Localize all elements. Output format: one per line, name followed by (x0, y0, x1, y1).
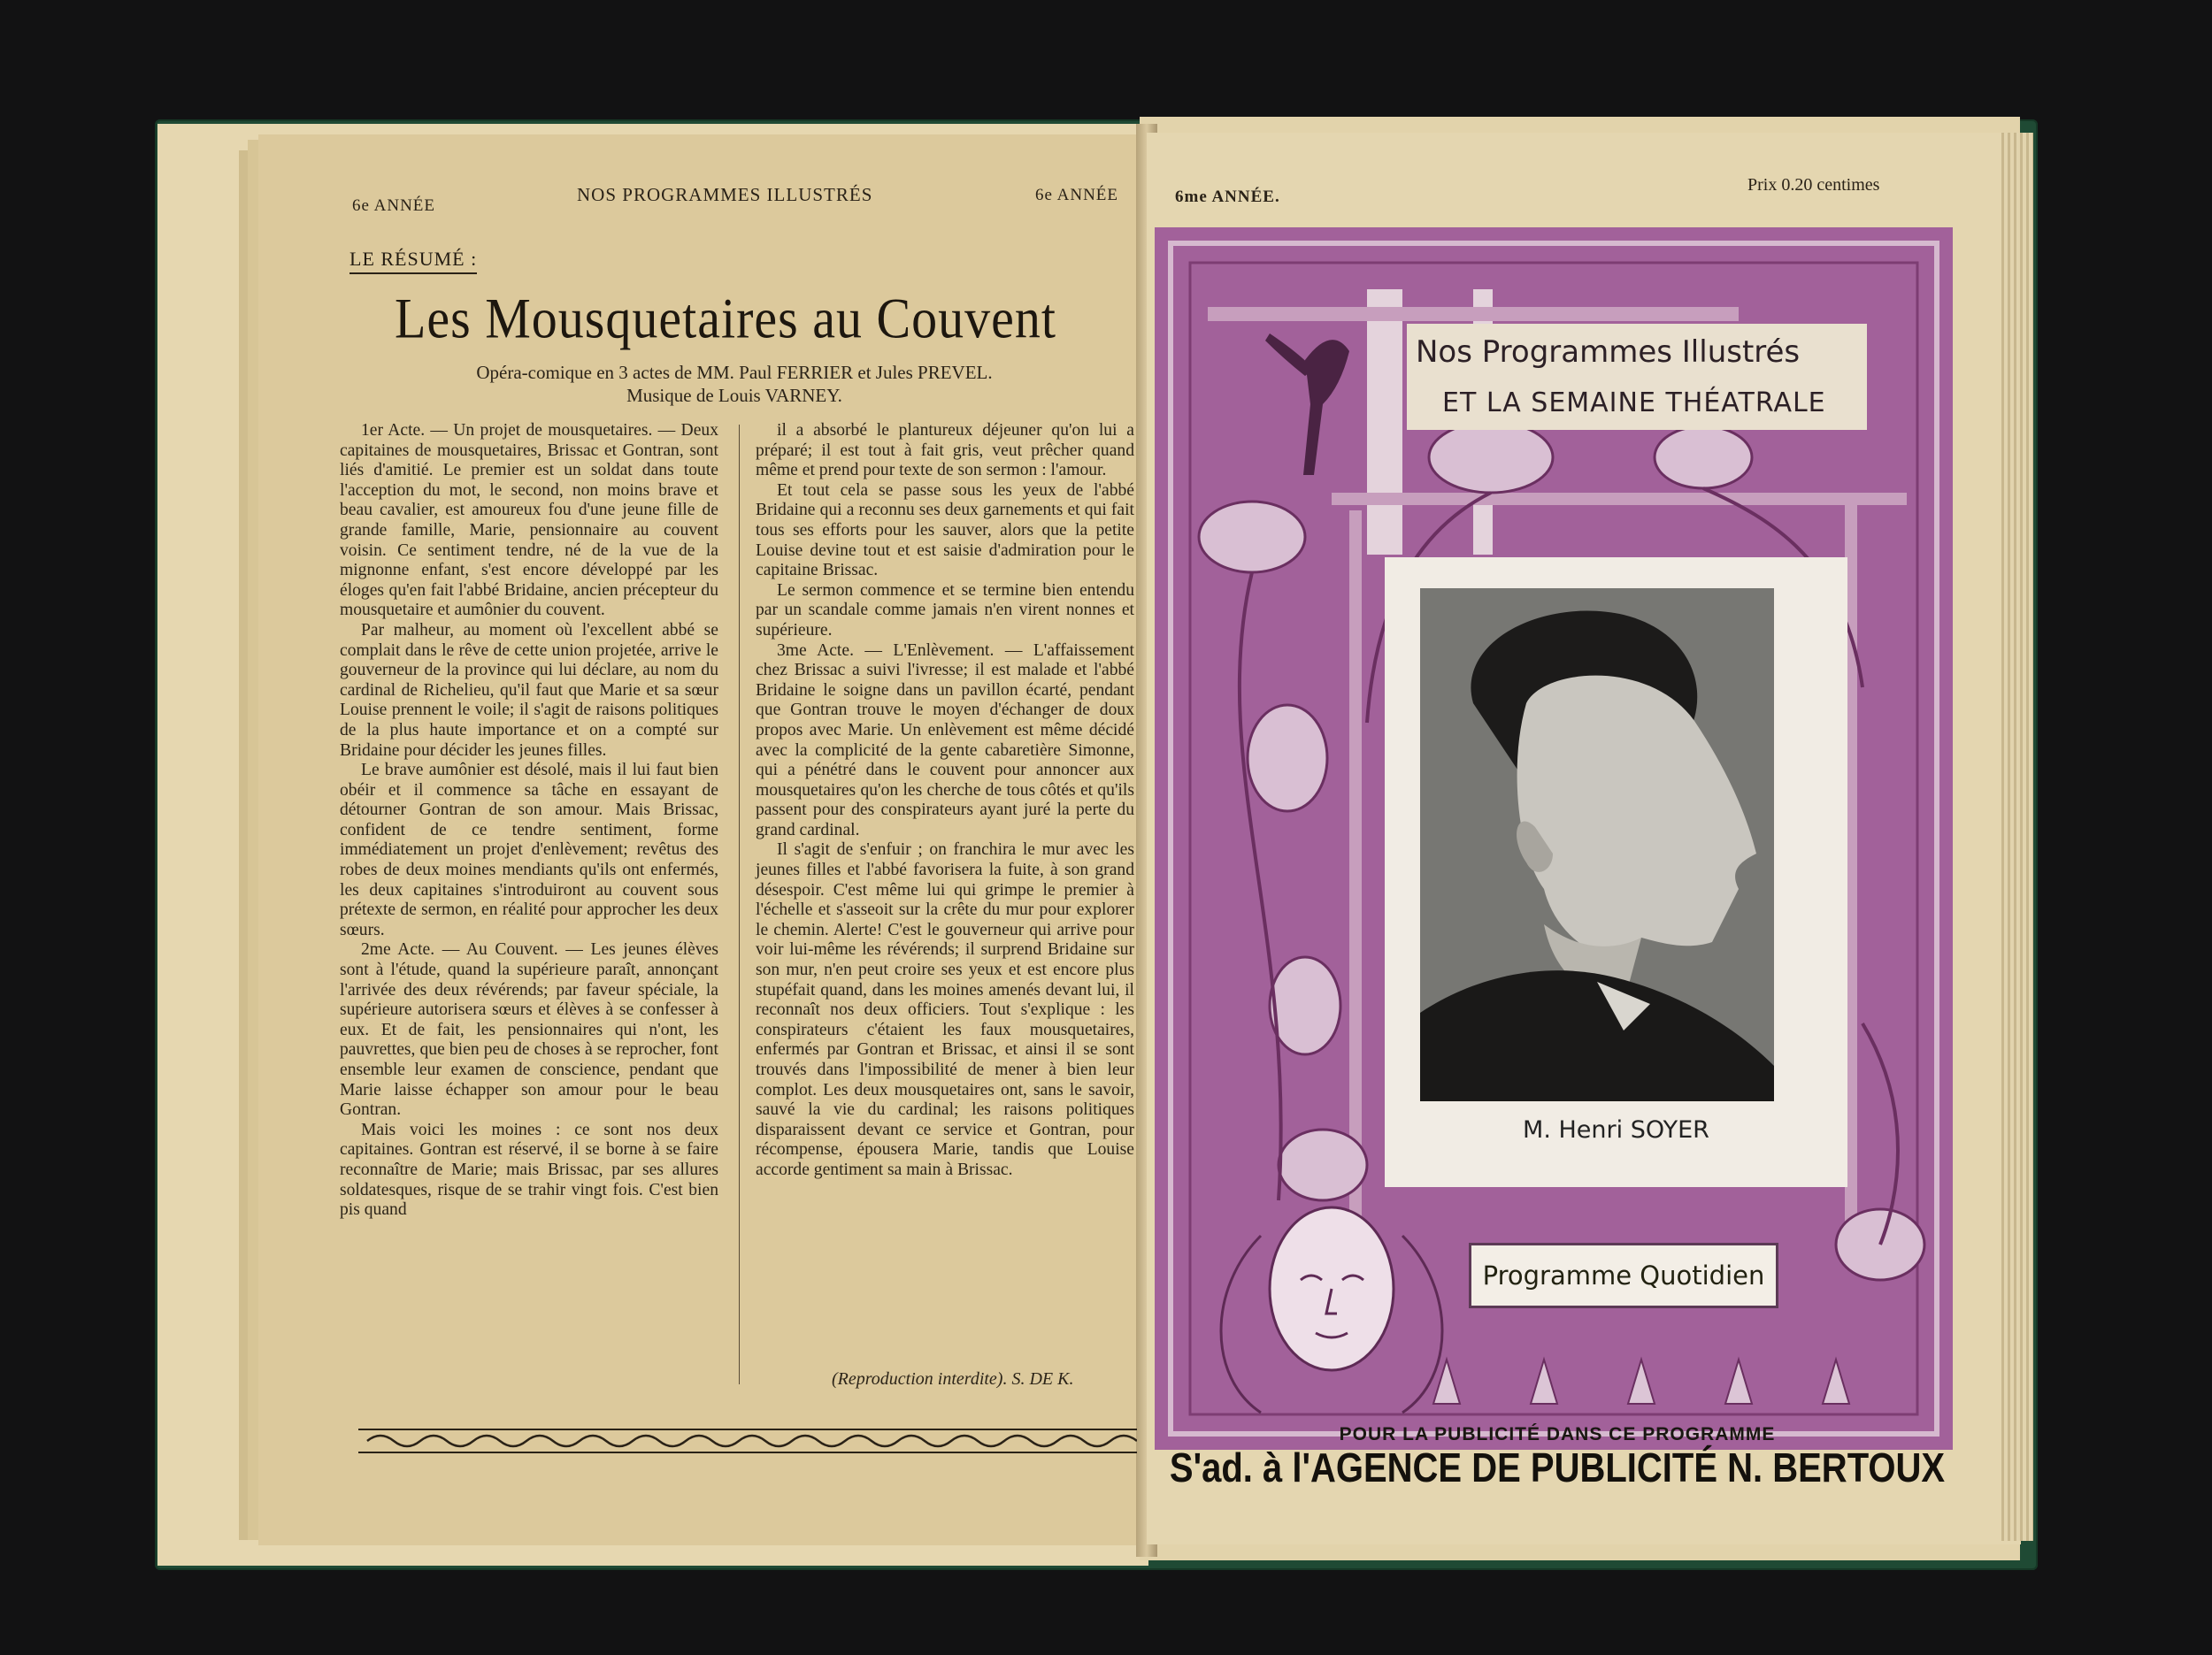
column-divider (739, 425, 740, 1384)
portrait-photo (1420, 588, 1774, 1101)
poster-subtitle: ET LA SEMAINE THÉATRALE (1442, 387, 1826, 418)
signature: (Reproduction interdite). S. DE K. (832, 1369, 1074, 1389)
left-header-year-right: 6e ANNÉE (1035, 186, 1119, 204)
advert-line-2: S'ad. à l'AGENCE DE PUBLICITÉ N. BERTOUX (1169, 1445, 1946, 1491)
daily-program-text: Programme Quotidien (1482, 1260, 1765, 1291)
page-edges (2001, 133, 2033, 1541)
article-title: Les Mousquetaires au Couvent (394, 286, 1056, 350)
paragraph: Et tout cela se passe sous les yeux de l'abbé Bridaine qui a reconnu ses deux garnements et qui fait tous ses efforts pour les sauver, alors que la petite Louise devine tout et est saisie d'admiration pour le capitaine Brissac. (756, 480, 1134, 580)
advert-line-1: POUR LA PUBLICITÉ DANS CE PROGRAMME (1339, 1424, 1776, 1444)
paragraph: 1er Acte. — Un projet de mousquetaires. — Deux capitaines de mousquetaires, Brissac et Gontran, sont liés d'amitié. Le premier est un soldat dans toute l'acception du mot, le second, non moins brave et beau cavalier, est amoureux fou d'une jeune fille de grande famille, Marie, pensionnaire au couvent voisin. Ce sentiment tendre, né de la vue de la mignonne enfant, s'est encore développé par les éloges qu'en fait l'abbé Bridaine, ancien précepteur du mousquetaire et aumônier du couvent. (340, 421, 718, 620)
paragraph: Le sermon commence et se termine bien entendu par un scandale comme jamais n'en virent nonnes et supérieure. (756, 580, 1134, 640)
subtitle-line-2: Musique de Louis VARNEY. (626, 385, 842, 406)
right-header-year: 6me ANNÉE. (1175, 188, 1280, 206)
left-header-title: NOS PROGRAMMES ILLUSTRÉS (577, 184, 873, 205)
text-column-1 (340, 421, 718, 1221)
section-label: LE RÉSUMÉ : (349, 248, 477, 274)
daily-program-label (1469, 1243, 1778, 1308)
paragraph: il a absorbé le plantureux déjeuner qu'on lui a préparé; il est tout à fait gris, veut prêcher quand même et prend pour texte de son sermon : l'amour. (756, 421, 1134, 480)
paragraph: Le brave aumônier est désolé, mais il lui faut bien obéir et il commence sa tâche en essayant de détourner Gontran de son amour. Mais Brissac, confident de ce tendre sentiment, forme immédiatement un projet d'enlèvement; revêtus des robes de deux moines mendiants qu'ils ont enfermés, les deux capitaines s'introduiront au couvent sous prétexte de sermon, en réalité pour approcher les deux sœurs. (340, 761, 718, 939)
photo-caption: M. Henri SOYER (1523, 1116, 1709, 1144)
paragraph: Par malheur, au moment où l'excellent abbé se complait dans le rêve de cette union projetée, arrive le gouverneur de la province qui lui déclare, au nom du cardinal de Richelieu, qu'il faut que Marie et sa sœur Louise prennent le voile; il s'agit de raisons politiques de la plus haute importance et on a compté sur Bridaine pour décider les jeunes filles. (340, 620, 718, 760)
text-column-2 (756, 421, 1134, 1181)
paragraph: Il s'agit de s'enfuir ; on franchira le mur avec les jeunes filles et l'abbé favorisera la fuite, à son grand désespoir. C'est même lui qui grimpe le premier à l'échelle et s'asseoit sur la crête du mur pour explorer le chemin. Alerte! C'est le gouverneur qui arrive pour voir lui-même les révérends; il surprend Bridaine sur son mur, n'en peut croire ses yeux et est encore plus stupéfait quand, dans les moines amenés devant lui, il reconnaît nos deux officiers. Tout s'explique : les conspirateurs c'étaient les faux mousquetaires, enfermés par Gontran et Brissac, et ainsi il se sont trouvés dans l'impossibilité de mener à bien leur complot. Les deux mousquetaires ont, sans le savoir, sauvé la vie du cardinal; les raisons politiques disparaissent devant ce service et Gontran, pour récompense, épousera Marie, tandis que Louise accorde gentiment sa main à Brissac. (756, 840, 1134, 1179)
article-subtitle (389, 361, 1079, 407)
paragraph: 3me Acte. — L'Enlèvement. — L'affaissement chez Brissac a suivi l'ivresse; il est malade et l'abbé Bridaine le soigne dans un pavillon écarté, pendant que Gontran trouve le moyen d'échanger de doux propos avec Marie. Un enlèvement est même décidé avec la complicité de la gente cabaretière Simonne, qui a pénétré dans le couvent pour annoncer aux mousquetaires qu'on les cherche de tous côtés et qu'ils passent pour des conspirateurs ayant juré la perte du grand cardinal. (756, 640, 1134, 839)
portrait-illustration (1420, 588, 1774, 1101)
poster-title: Nos Programmes Illustrés (1416, 334, 1801, 370)
subtitle-line-1: Opéra-comique en 3 actes de MM. Paul FERRIER et Jules PREVEL. (476, 362, 993, 383)
paragraph: 2me Acte. — Au Couvent. — Les jeunes élèves sont à l'étude, quand la supérieure paraît, annonçant l'arrivée des deux révérends; par faveur spéciale, la supérieure autorisera sœurs et élèves à se confesser à eux. Et de fait, les pensionnaires qui n'ont, les pauvrettes, que bien peu de choses à se reprocher, font ensemble leur examen de conscience, pendant que Marie laisse échapper son amour pour le beau Gontran. (340, 940, 718, 1120)
left-header-year: 6e ANNÉE (352, 196, 436, 215)
paragraph: Mais voici les moines : ce sont nos deux capitaines. Gontran est réservé, il se borne à se faire reconnaître de Marie; mais Brissac, par ses allures soldatesques, risque de se trahir vingt fois. C'est bien pis quand (340, 1120, 718, 1220)
ornament-border (358, 1426, 1137, 1456)
price-label: Prix 0.20 centimes (1747, 175, 1880, 195)
